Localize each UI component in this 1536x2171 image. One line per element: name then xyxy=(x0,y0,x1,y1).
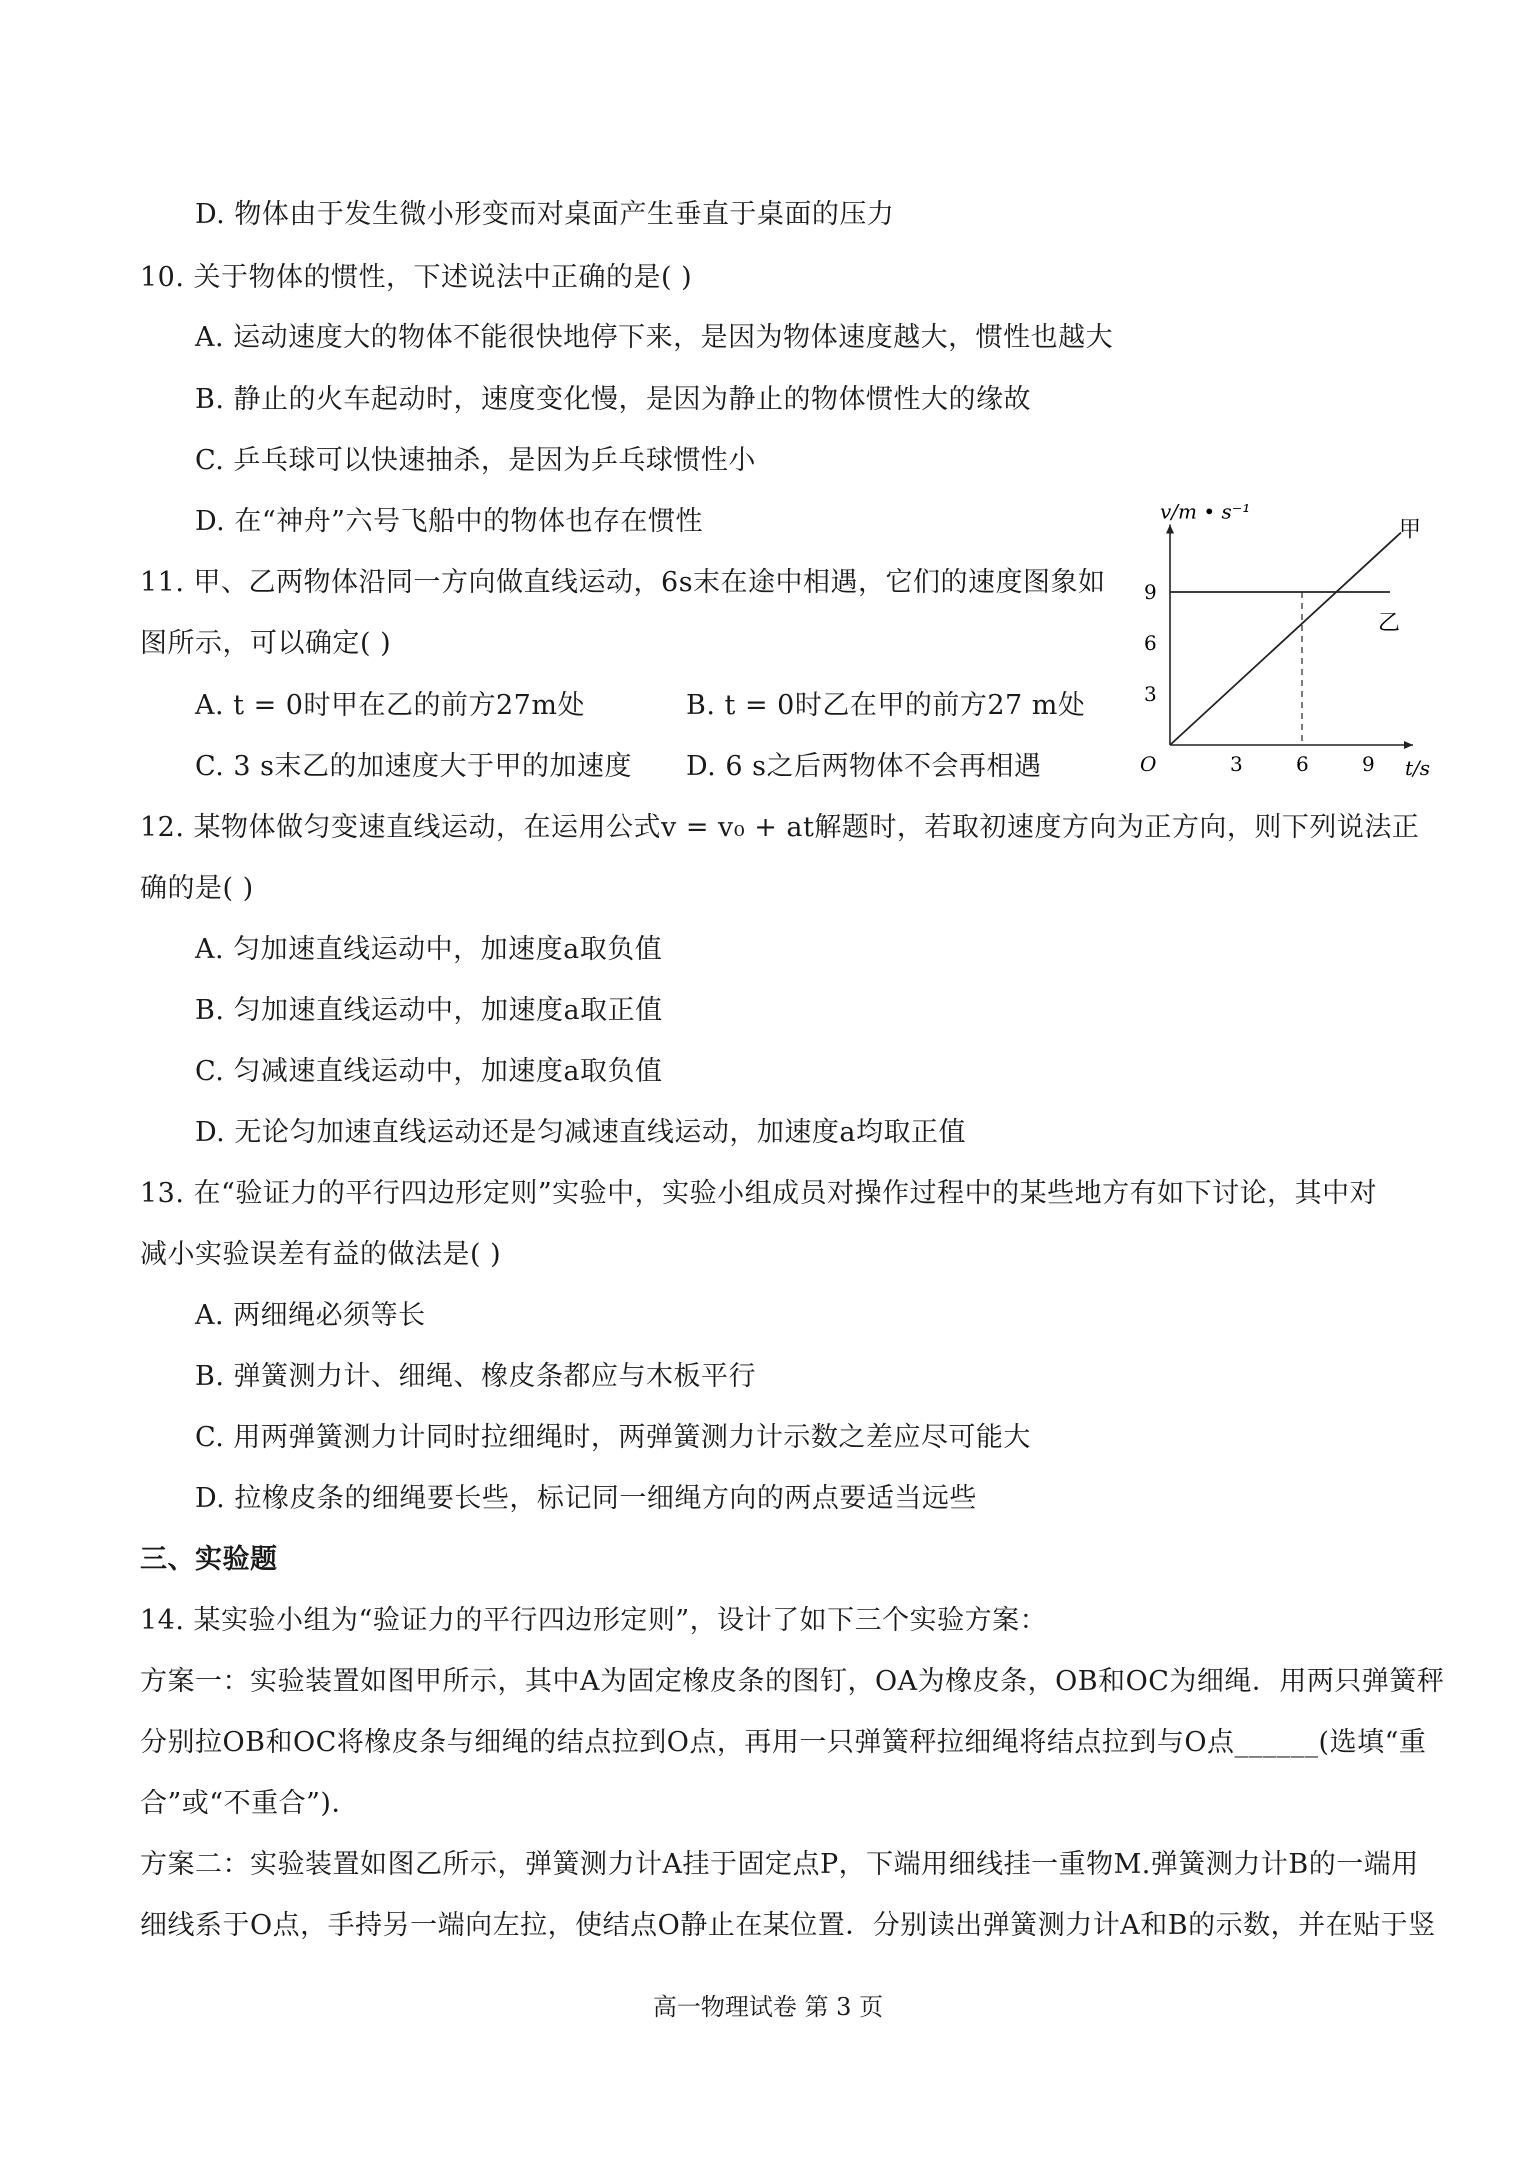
q14-plan1-line2: 分别拉OB和OC将橡皮条与细绳的结点拉到O点，再用一只弹簧秤拉细绳将结点拉到与O点______(选填“重 xyxy=(140,1727,1427,1758)
q14-plan1-line3: 合”或“不重合”)． xyxy=(140,1788,359,1819)
q11-option-d: D. 6 s之后两物体不会再相遇 xyxy=(686,751,1042,782)
q11-option-a: A. t = 0时甲在乙的前方27m处 xyxy=(195,690,585,721)
x-tick-label: 3 xyxy=(1230,752,1243,776)
q11-velocity-time-chart xyxy=(1120,499,1431,785)
x-axis-arrow xyxy=(1404,741,1413,749)
section-title: 三、实验题 xyxy=(140,1544,278,1575)
chart-plot-area xyxy=(1140,500,1430,781)
q10-option-c: C. 乒乓球可以快速抽杀，是因为乒乓球惯性小 xyxy=(195,445,756,476)
q13-option-b: B. 弹簧测力计、细绳、橡皮条都应与木板平行 xyxy=(195,1361,757,1392)
y-axis-arrow xyxy=(1166,525,1174,534)
q13-stem-line1: 13. 在“验证力的平行四边形定则”实验中，实验小组成员对操作过程中的某些地方有如下讨论，其中对 xyxy=(140,1178,1378,1209)
y-axis-label: v/m • s⁻¹ xyxy=(1160,499,1251,524)
q10-option-b: B. 静止的火车起动时，速度变化慢，是因为静止的物体惯性大的缘故 xyxy=(195,384,1032,415)
q11-stem-line2: 图所示，可以确定( ) xyxy=(140,628,392,659)
q10-stem: 10. 关于物体的惯性，下述说法中正确的是( ) xyxy=(140,262,693,293)
q12-option-a: A. 匀加速直线运动中，加速度a取负值 xyxy=(195,934,663,965)
series-label-1: 甲 xyxy=(1399,517,1422,543)
x-tick-label: 6 xyxy=(1296,752,1309,776)
page-footer: 高一物理试卷 第 3 页 xyxy=(652,1993,884,2021)
x-tick-label: 9 xyxy=(1362,752,1375,776)
q10-option-a: A. 运动速度大的物体不能很快地停下来，是因为物体速度越大，惯性也越大 xyxy=(195,322,1114,353)
q12-stem-line1: 12. 某物体做匀变速直线运动，在运用公式v = v₀ + at解题时，若取初速度方向为正方向，则下列说法正 xyxy=(140,812,1420,843)
q14-plan1-line1: 方案一：实验装置如图甲所示，其中A为固定橡皮条的图钉，OA为橡皮条，OB和OC为细绳．用两只弹簧秤 xyxy=(140,1666,1445,1697)
q12-stem-line2: 确的是( ) xyxy=(140,873,254,904)
q11-stem-line1: 11. 甲、乙两物体沿同一方向做直线运动，6s末在途中相遇，它们的速度图象如 xyxy=(140,567,1106,598)
q9-option-d: D. 物体由于发生微小形变而对桌面产生垂直于桌面的压力 xyxy=(195,199,895,230)
q13-option-d: D. 拉橡皮条的细绳要长些，标记同一细绳方向的两点要适当远些 xyxy=(195,1483,977,1514)
q13-option-c: C. 用两弹簧测力计同时拉细绳时，两弹簧测力计示数之差应尽可能大 xyxy=(195,1422,1031,1453)
q10-option-d: D. 在“神舟”六号飞船中的物体也存在惯性 xyxy=(195,506,703,537)
y-tick-label: 3 xyxy=(1144,682,1157,706)
q11-option-b: B. t = 0时乙在甲的前方27 m处 xyxy=(686,690,1086,721)
q14-plan2-line1: 方案二：实验装置如图乙所示，弹簧测力计A挂于固定点P，下端用细线挂一重物M.弹簧测力计B的一端用 xyxy=(140,1849,1419,1880)
y-tick-label: 9 xyxy=(1144,580,1157,604)
series-line-1 xyxy=(1170,533,1401,746)
q14-stem: 14. 某实验小组为“验证力的平行四边形定则”，设计了如下三个实验方案： xyxy=(140,1605,1048,1636)
q13-stem-line2: 减小实验误差有益的做法是( ) xyxy=(140,1239,502,1270)
q11-option-c: C. 3 s末乙的加速度大于甲的加速度 xyxy=(195,751,632,782)
y-tick-label: 6 xyxy=(1144,631,1157,655)
origin-label: O xyxy=(1140,752,1157,776)
q12-option-b: B. 匀加速直线运动中，加速度a取正值 xyxy=(195,995,663,1026)
x-axis-label: t/s xyxy=(1405,756,1431,780)
q13-option-a: A. 两细绳必须等长 xyxy=(195,1300,426,1331)
q12-option-d: D. 无论匀加速直线运动还是匀减速直线运动，加速度a均取正值 xyxy=(195,1117,966,1148)
series-label-2: 乙 xyxy=(1378,611,1401,636)
q12-option-c: C. 匀减速直线运动中，加速度a取负值 xyxy=(195,1056,663,1087)
q14-plan2-line2: 细线系于O点，手持另一端向左拉，使结点O静止在某位置．分别读出弹簧测力计A和B的示数，并在贴于竖 xyxy=(140,1910,1436,1941)
